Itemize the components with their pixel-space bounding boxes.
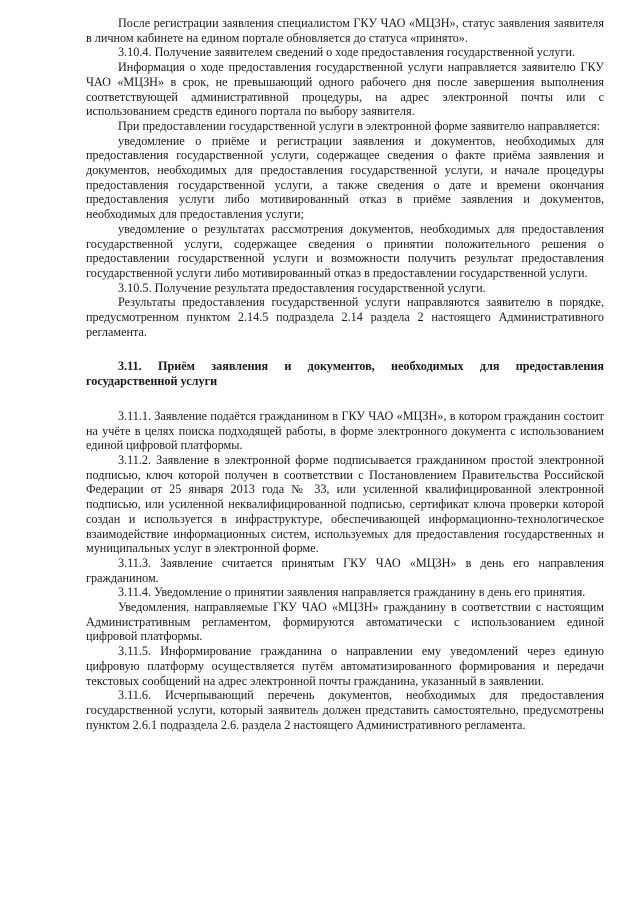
paragraph-3-11-1: 3.11.1. Заявление подаётся гражданином в ГКУ ЧАО «МЦЗН», в котором гражданин состоит на учёте в целях поиска подходящей работы, в форме электронного документа с использованием единой цифровой платформы. xyxy=(86,408,604,453)
paragraph-electronic-form: При предоставлении государственной услуги в электронной форме заявителю направляется: xyxy=(118,118,601,133)
paragraph-notification-results: уведомление о результатах рассмотрения документов, необходимых для предоставления государственной услуги, содержащее сведения о принятии положительного решения о предоставлении государственной услуги и возможности получить результат предоставления государственной услуги либо мотивированный отказ в предоставлении государственной услуги. xyxy=(86,221,604,280)
paragraph-3-11-6: 3.11.6. Исчерпывающий перечень документов, необходимых для предоставления государственной услуги, который заявитель должен представить самостоятельно, предусмотрены пунктом 2.6.1 подраздела 2.6. раздела 2 настоящего Административного регламента. xyxy=(86,688,604,732)
paragraph-registration-status: После регистрации заявления специалистом ГКУ ЧАО «МЦЗН», статус заявления заявителя в личном кабинете на едином портале обновляется до статуса «принято». xyxy=(86,16,604,45)
paragraph-3-11-3: 3.11.3. Заявление считается принятым ГКУ ЧАО «МЦЗН» в день его направления гражданином. xyxy=(86,555,604,585)
paragraph-3-11-5: 3.11.5. Информирование гражданина о направлении ему уведомлений через единую цифровую платформу осуществляется путём автоматизированного формирования и передачи текстовых сообщений на адрес электронной почты гражданина, указанный в заявлении. xyxy=(86,644,604,688)
paragraph-3-10-4: 3.10.4. Получение заявителем сведений о ходе предоставления государственной услуги. xyxy=(118,45,576,60)
paragraph-notifications-auto: Уведомления, направляемые ГКУ ЧАО «МЦЗН» гражданину в соответствии с настоящим Административным регламентом, формируются автоматически с использованием единой цифровой платформы. xyxy=(86,600,604,644)
paragraph-3-10-5: 3.10.5. Получение результата предоставления государственной услуги. xyxy=(118,280,486,295)
paragraph-3-11-2: 3.11.2. Заявление в электронной форме подписывается гражданином простой электронной подписью, ключ которой получен в соответствии с Постановлением Правительства Российской Федерации от 25 января 2013 года № 33, или усиленной квалифицированной электронной подписью, или усиленной неквалифицированной подписью, сертификат ключа проверки которой создан и используется в инфраструктуре, обеспечивающей информационно-технологическое взаимодействие информационных систем, используемых для предоставления государственных и муниципальных услуг в электронной форме. xyxy=(86,452,604,556)
paragraph-3-11-4: 3.11.4. Уведомление о принятии заявления направляется гражданину в день его принятия. xyxy=(118,585,586,600)
paragraph-progress-info: Информация о ходе предоставления государственной услуги направляется заявителю ГКУ ЧАО «МЦЗН» в срок, не превышающий одного рабочего дня после завершения выполнения соответствующей административной процедуры, на адрес электронной почты или с использованием средств единого портала по выбору заявителя. xyxy=(86,60,604,119)
section-heading-3-11: 3.11. Приём заявления и документов, необходимых для предоставления государственной услуги xyxy=(86,359,604,389)
paragraph-notification-receipt: уведомление о приёме и регистрации заявления и документов, необходимых для предоставления государственной услуги, содержащее сведения о факте приёма заявления и документов, необходимых для предоставления государственной услуги, и начале процедуры предоставления государственной услуги, а также сведения о дате и времени окончания предоставления услуги либо мотивированный отказ в приёме заявления и документов, необходимых для предоставления услуги; xyxy=(86,133,604,222)
paragraph-results-delivery: Результаты предоставления государственной услуги направляются заявителю в порядке, предусмотренном пунктом 2.14.5 подраздела 2.14 раздела 2 настоящего Административного регламента. xyxy=(86,295,604,339)
